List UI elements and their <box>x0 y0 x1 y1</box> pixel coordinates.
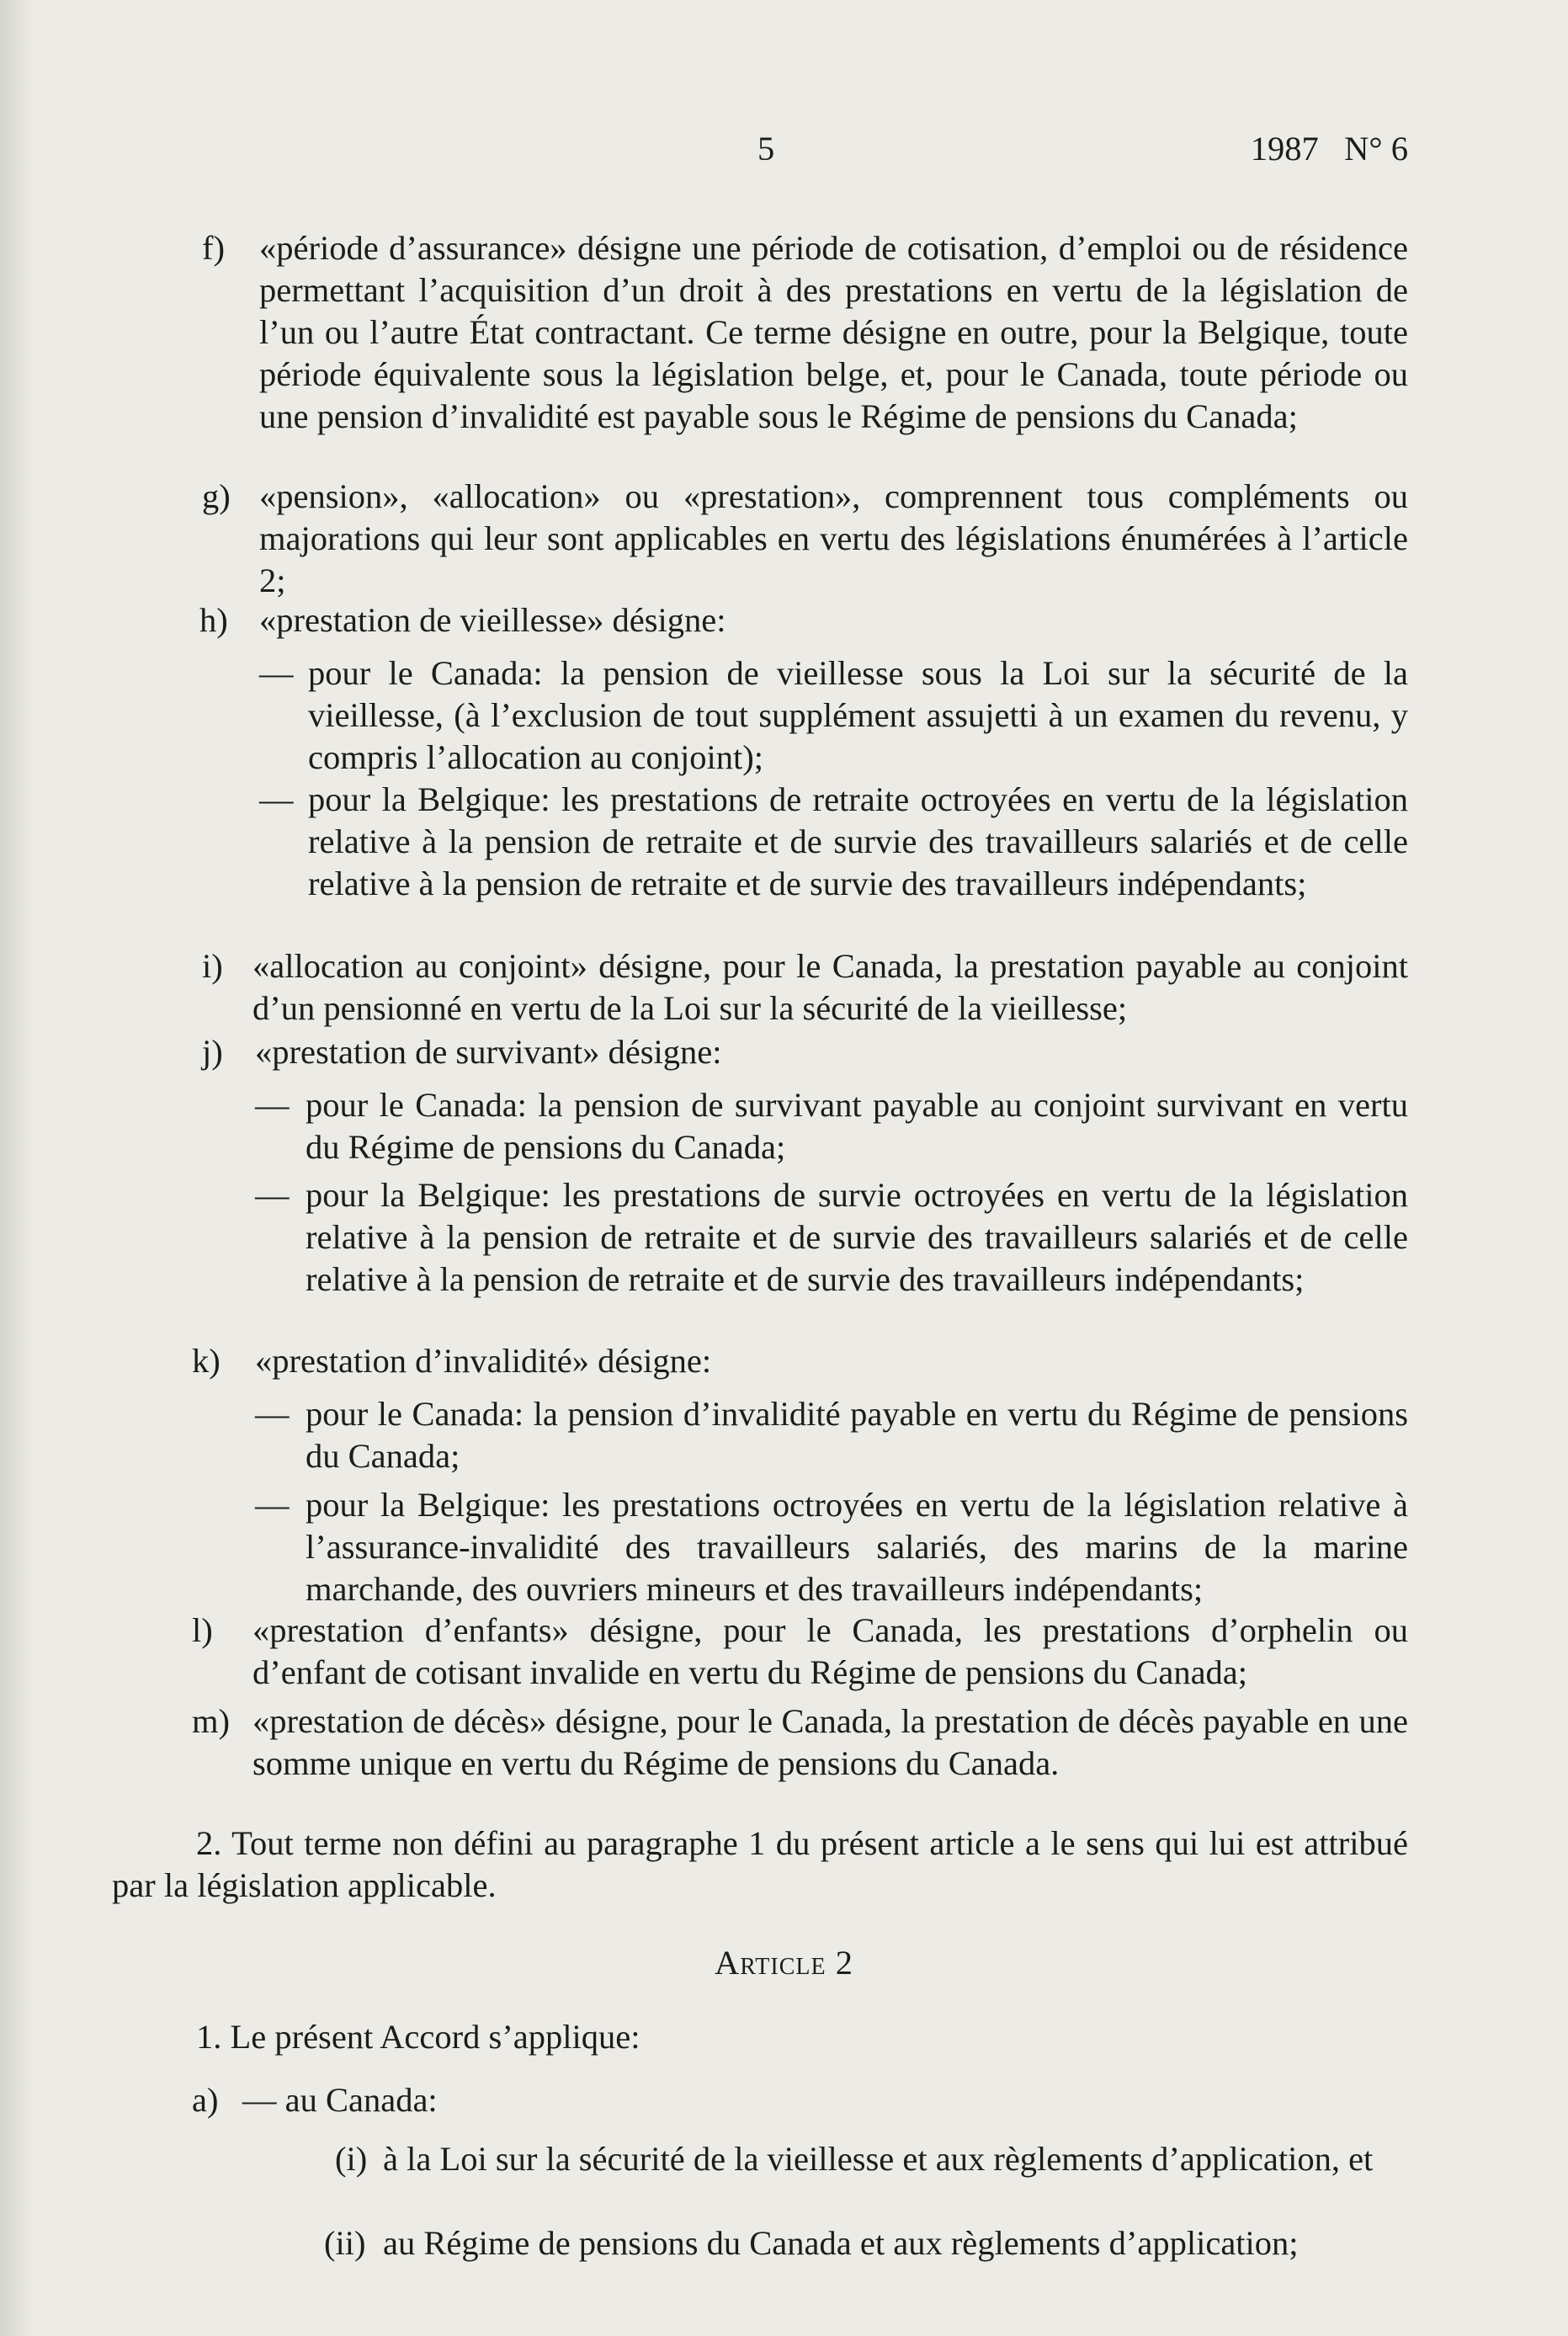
article-2-subitem-ii-text: au Régime de pensions du Canada et aux règlements d’application; <box>383 2224 1299 2262</box>
definition-j-text: «prestation de survivant» désigne: <box>255 1033 722 1071</box>
definition-h-text: «prestation de vieillesse» désigne: <box>259 601 726 639</box>
paragraph-2: 2. Tout terme non défini au paragraphe 1 du présent article a le sens qui lui est attribué par la législation applicable. <box>112 1824 1408 1904</box>
list-dash: — <box>255 1486 290 1524</box>
list-dash: — <box>259 654 294 692</box>
list-dash: — <box>255 1086 290 1124</box>
definition-letter: f) <box>202 229 225 267</box>
definition-k-canada: pour le Canada: la pension d’invalidité payable en vertu du Régime de pensions du Canada; <box>306 1395 1408 1475</box>
definition-letter: l) <box>192 1611 213 1649</box>
definition-i-text: «allocation au conjoint» désigne, pour le Canada, la prestation payable au conjoint d’un pensionné en vertu de la Loi sur la sécurité de la vieillesse; <box>252 947 1408 1027</box>
definition-f-text: «période d’assurance» désigne une période de cotisation, d’emploi ou de résidence permettant l’acquisition d’un droit à des prestations en vertu de la législation de l’un ou l’autre État contractant. Ce terme désigne en outre, pour la Belgique, toute période équivalente sous la législation belge, et, pour le Canada, toute période ou une pension d’invalidité est payable sous le Régime de pensions du Canada; <box>259 229 1408 435</box>
definition-l-text: «prestation d’enfants» désigne, pour le Canada, les prestations d’orphelin ou d’enfant de cotisant invalide en vertu du Régime de pensions du Canada; <box>252 1611 1408 1691</box>
article-2-subitem-i-text: à la Loi sur la sécurité de la vieillesse et aux règlements d’application, et <box>383 2140 1374 2178</box>
definition-j-canada: pour le Canada: la pension de survivant payable au conjoint survivant en vertu du Régime de pensions du Canada; <box>306 1086 1408 1166</box>
page-number: 5 <box>757 130 775 168</box>
issue-number: N° 6 <box>1344 130 1408 168</box>
article-2-item-a-text: — au Canada: <box>242 2081 438 2119</box>
definition-m-text: «prestation de décès» désigne, pour le Canada, la prestation de décès payable en une somme unique en vertu du Régime de pensions du Canada. <box>252 1702 1408 1782</box>
article-2-intro: 1. Le présent Accord s’applique: <box>196 2018 640 2056</box>
list-dash: — <box>255 1176 290 1214</box>
definition-letter: j) <box>202 1033 223 1071</box>
article-2-subitem-num: (ii) <box>324 2224 366 2262</box>
definition-k-belgique: pour la Belgique: les prestations octroyées en vertu de la législation relative à l’assurance-invalidité des travailleurs salariés, des marins de la marine marchande, des ouvriers mineurs et des travailleurs indépendants; <box>306 1486 1408 1608</box>
definition-k-text: «prestation d’invalidité» désigne: <box>255 1342 712 1380</box>
definition-h-belgique: pour la Belgique: les prestations de retraite octroyées en vertu de la législation relative à la pension de retraite et de survie des travailleurs salariés et de celle relative à la pension de retraite et de survie des travailleurs indépendants; <box>308 780 1408 902</box>
list-dash: — <box>259 780 294 818</box>
definition-j-belgique: pour la Belgique: les prestations de survie octroyées en vertu de la législation relative à la pension de retraite et de survie des travailleurs salariés et de celle relative à la pension de retraite et de survie des travailleurs indépendants; <box>306 1176 1408 1298</box>
definition-h-canada: pour le Canada: la pension de vieillesse sous la Loi sur la sécurité de la vieillesse, (à l’exclusion de tout supplément assujetti à un examen du revenu, y compris l’allocation au conjoint); <box>308 654 1408 776</box>
definition-letter: i) <box>202 947 223 985</box>
page-header <box>0 128 1568 170</box>
list-dash: — <box>255 1395 290 1433</box>
article-2-item-a-label: a) <box>192 2081 219 2119</box>
article-2-subitem-num: (i) <box>335 2140 368 2178</box>
definition-g-text: «pension», «allocation» ou «prestation», comprennent tous compléments ou majorations qui leur sont applicables en vertu des législations énumérées à l’article 2; <box>259 477 1408 599</box>
issue-info <box>1251 128 1408 170</box>
issue-year: 1987 <box>1250 130 1319 168</box>
article-heading: Article 2 <box>715 1944 853 1982</box>
definition-letter: h) <box>199 601 228 639</box>
definition-letter: g) <box>202 477 231 515</box>
definition-letter: k) <box>192 1342 221 1380</box>
definition-letter: m) <box>192 1702 230 1740</box>
